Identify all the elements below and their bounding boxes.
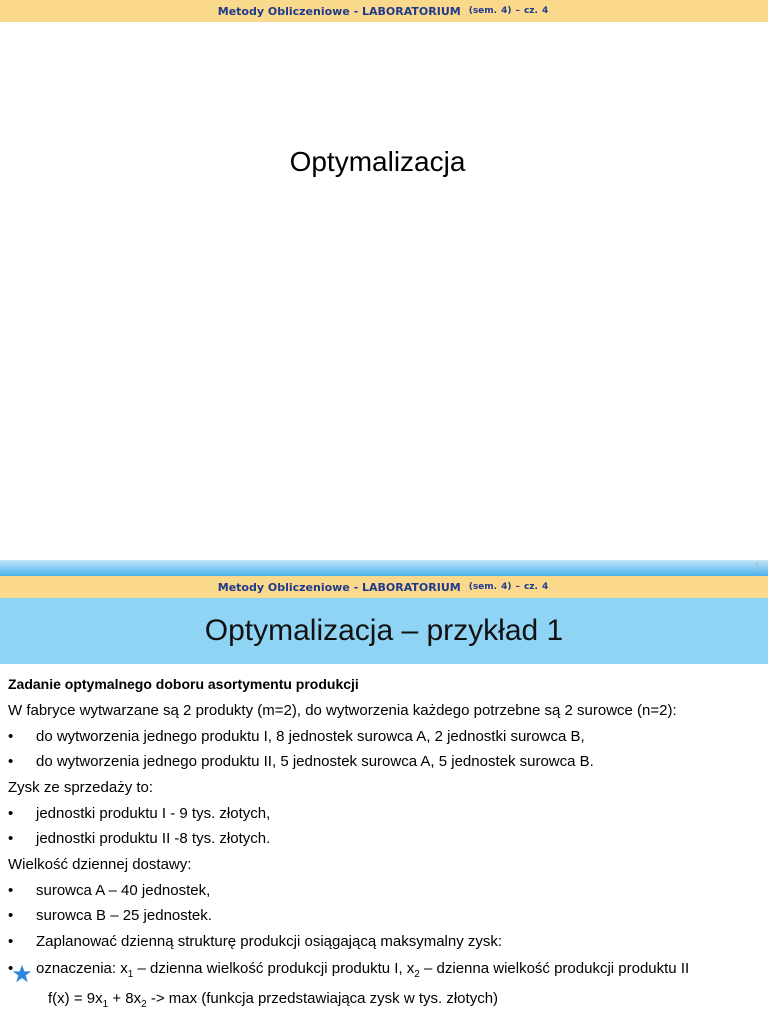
- slide2-title: Optymalizacja – przykład 1: [204, 614, 564, 647]
- bullet: •: [8, 907, 14, 924]
- notation-text: oznaczenia: $x_1$ – dzienna wielkość produkcji produktu I, $x_2$ – dzienna wielkość produkcji produktu II: [36, 960, 690, 980]
- slide1-title: Optymalizacja: [289, 146, 466, 177]
- problem-heading: Zadanie optymalnego doboru asortymentu produkcji: [8, 676, 359, 692]
- header-course: Metody Obliczeniowe - LABORATORIUM: [217, 4, 461, 18]
- list-item: [8, 881, 210, 901]
- intro-text: W fabryce wytwarzane są 2 produkty (m=2), do wytworzenia każdego potrzebne są 2 surowce (n=2):: [8, 702, 677, 719]
- bullet: •: [8, 882, 14, 899]
- slide2-title-band: [0, 598, 768, 664]
- header-dash: –: [515, 582, 520, 592]
- header-sem-label: (sem.: [468, 582, 498, 592]
- header-sem-label: (sem.: [468, 6, 498, 16]
- profit-1: jednostki produktu I - 9 tys. złotych,: [36, 805, 271, 822]
- plan-text: Zaplanować dzienną strukturę produkcji osiągającą maksymalny zysk:: [36, 933, 503, 950]
- requirement-1: do wytworzenia jednego produktu I, 8 jednostek surowca A, 2 jednostki surowca B,: [36, 728, 585, 745]
- header-sem-num: 4): [501, 6, 512, 16]
- header-part-num: 4: [541, 6, 549, 16]
- profit-2: jednostki produktu II -8 tys. złotych.: [36, 830, 271, 847]
- list-item: [8, 959, 689, 979]
- star-icon: [12, 964, 32, 984]
- list-item: [8, 829, 270, 849]
- supply-heading: Wielkość dziennej dostawy:: [8, 856, 192, 873]
- bullet: •: [8, 805, 14, 822]
- bullet: •: [8, 830, 14, 847]
- profit-heading: Zysk ze sprzedaży to:: [8, 779, 154, 796]
- requirement-2: do wytworzenia jednego produktu II, 5 jednostek surowca A, 5 jednostek surowca B.: [36, 753, 594, 770]
- page-number: 1: [754, 561, 760, 572]
- header-sem-num: 4): [501, 582, 512, 592]
- supply-2: surowca B – 25 jednostek.: [36, 907, 212, 924]
- list-item: [8, 727, 585, 747]
- header-course: Metody Obliczeniowe - LABORATORIUM: [217, 580, 461, 594]
- bullet: •: [8, 753, 14, 770]
- slide-header: [0, 576, 768, 598]
- list-item: [8, 932, 502, 952]
- list-item: [8, 804, 270, 824]
- objective-function: $f(x) = 9x_1 + 8x_2 -> \max$ (funkcja przedstawiająca zysk w tys. złotych): [48, 990, 499, 1010]
- bullet: •: [8, 960, 14, 977]
- bullet: •: [8, 933, 14, 950]
- header-part-label: cz.: [523, 582, 538, 592]
- list-item: [8, 752, 594, 772]
- list-item: [8, 906, 212, 926]
- header-part-label: cz.: [523, 6, 538, 16]
- supply-1: surowca A – 40 jednostek,: [36, 882, 211, 899]
- slide-divider: [0, 560, 768, 576]
- header-part-num: 4: [541, 582, 549, 592]
- bullet: •: [8, 728, 14, 745]
- header-dash: –: [515, 6, 520, 16]
- slide-header: [0, 0, 768, 22]
